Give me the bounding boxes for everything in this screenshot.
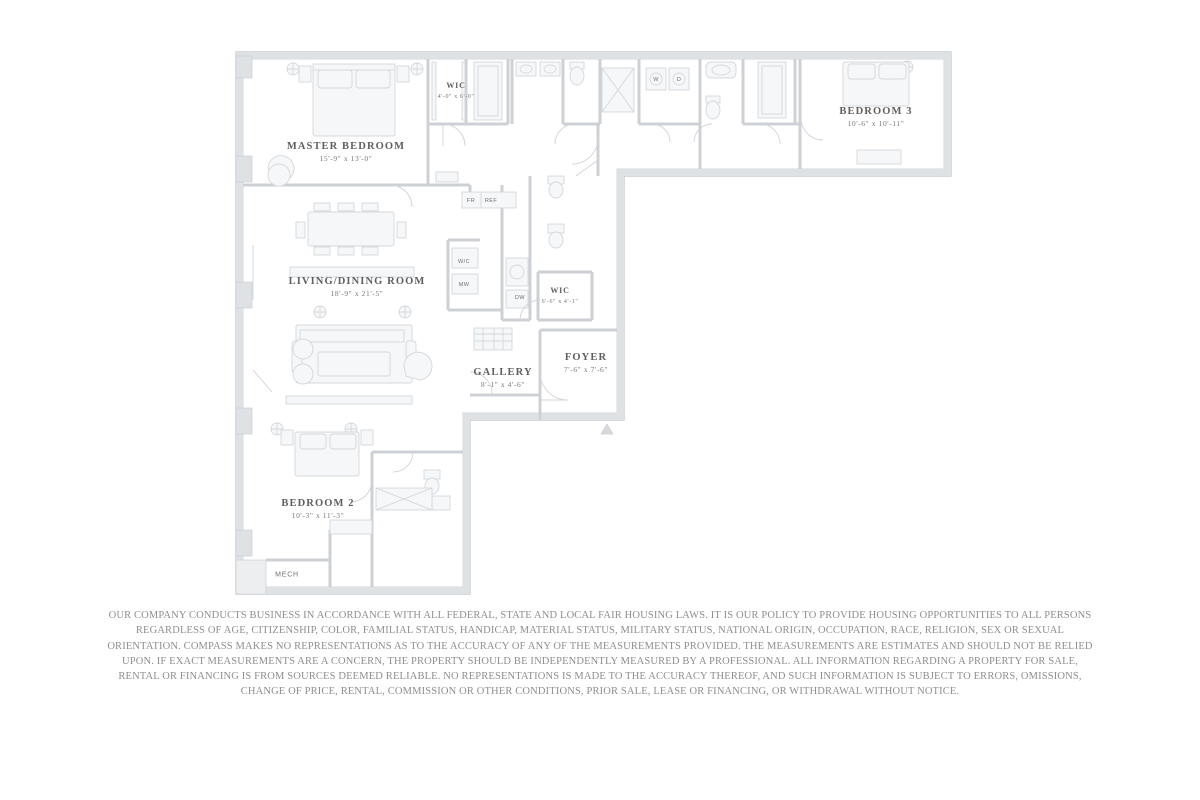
entry-marker: [601, 424, 613, 434]
appliance-label-washer: W: [653, 77, 659, 83]
room-dimensions: 6'-6" x 4'-1": [541, 299, 579, 305]
room-name: WIC: [446, 81, 466, 90]
room-dimensions: 10'-6" x 10'-11": [847, 119, 905, 128]
fair-housing-disclaimer: OUR COMPANY CONDUCTS BUSINESS IN ACCORDANCE WITH ALL FEDERAL, STATE AND LOCAL FAIR HOUSING LAWS. IT IS OUR POLICY TO PROVIDE HOUSING OPPORTUNITIES TO ALL PERSONS REGARDLESS OF AGE, CITIZENSHIP, COLOR, FAMILIAL STATUS, HANDICAP, MATERIAL STATUS, MILITARY STATUS, NATIONAL ORIGIN, OCCUPATION, RACE, RELIGION, SEX OR SEXUAL ORIENTATION. COMPASS MAKES NO REPRESENTATIONS AS TO THE ACCURACY OF ANY OF THE MEASUREMENTS PROVIDED. THE MEASUREMENTS ARE ESTIMATES AND SHOULD NOT BE RELIED UPON. IF EXACT MEASUREMENTS ARE A CONCERN, THE PROPERTY SHOULD BE INDEPENDENTLY MEASURED BY A PROFESSIONAL. ALL INFORMATION REGARDING A PROPERTY FOR SALE, RENTAL OR FINANCING IS FROM SOURCES DEEMED RELIABLE. NO REPRESENTATIONS IS MADE TO THE ACCURACY THEREOF, AND SUCH INFORMATION IS SUBJECT TO ERRORS, OMISSIONS, CHANGE OF PRICE, RENTAL, COMMISSION OR OTHER CONDITIONS, PRIOR SALE, LEASE OR FINANCING, OR WITHDRAWAL WITHOUT NOTICE.: [107, 610, 1093, 698]
appliance-label-dryer: D: [676, 77, 682, 83]
room-dimensions: 4'-0" x 6'-0": [437, 94, 475, 100]
room-name: FOYER: [564, 352, 608, 363]
room-name: WIC: [550, 286, 570, 295]
room-dimensions: 18'-9" x 21'-5": [330, 289, 384, 298]
room-name: LIVING/DINING ROOM: [288, 276, 426, 287]
toilet-1: [570, 62, 584, 85]
appliance-label-mw: MW: [458, 282, 470, 288]
room-name: MASTER BEDROOM: [286, 141, 406, 152]
room-dimensions: 8'-1" x 4'-6": [480, 380, 526, 389]
shower-1: [474, 62, 502, 120]
room-name: BEDROOM 3: [839, 106, 913, 117]
appliance-label-ref: REF: [484, 198, 498, 204]
master-bed: [313, 64, 395, 136]
appliance-label-fr: FR: [466, 198, 476, 204]
appliance-label-mech: MECH: [275, 571, 299, 579]
room-dimensions: 15'-9" x 13'-0": [319, 154, 373, 163]
shower-2: [602, 68, 634, 112]
room-name: BEDROOM 2: [281, 498, 355, 509]
appliance-label-wc: W/C: [458, 259, 470, 265]
room-dimensions: 10'-3" x 11'-3": [291, 511, 345, 520]
appliance-label-dw: DW: [515, 295, 525, 301]
bedroom3-bed: [843, 62, 909, 106]
room-dimensions: 7'-6" x 7'-6": [563, 365, 609, 374]
room-name: GALLERY: [473, 367, 533, 378]
